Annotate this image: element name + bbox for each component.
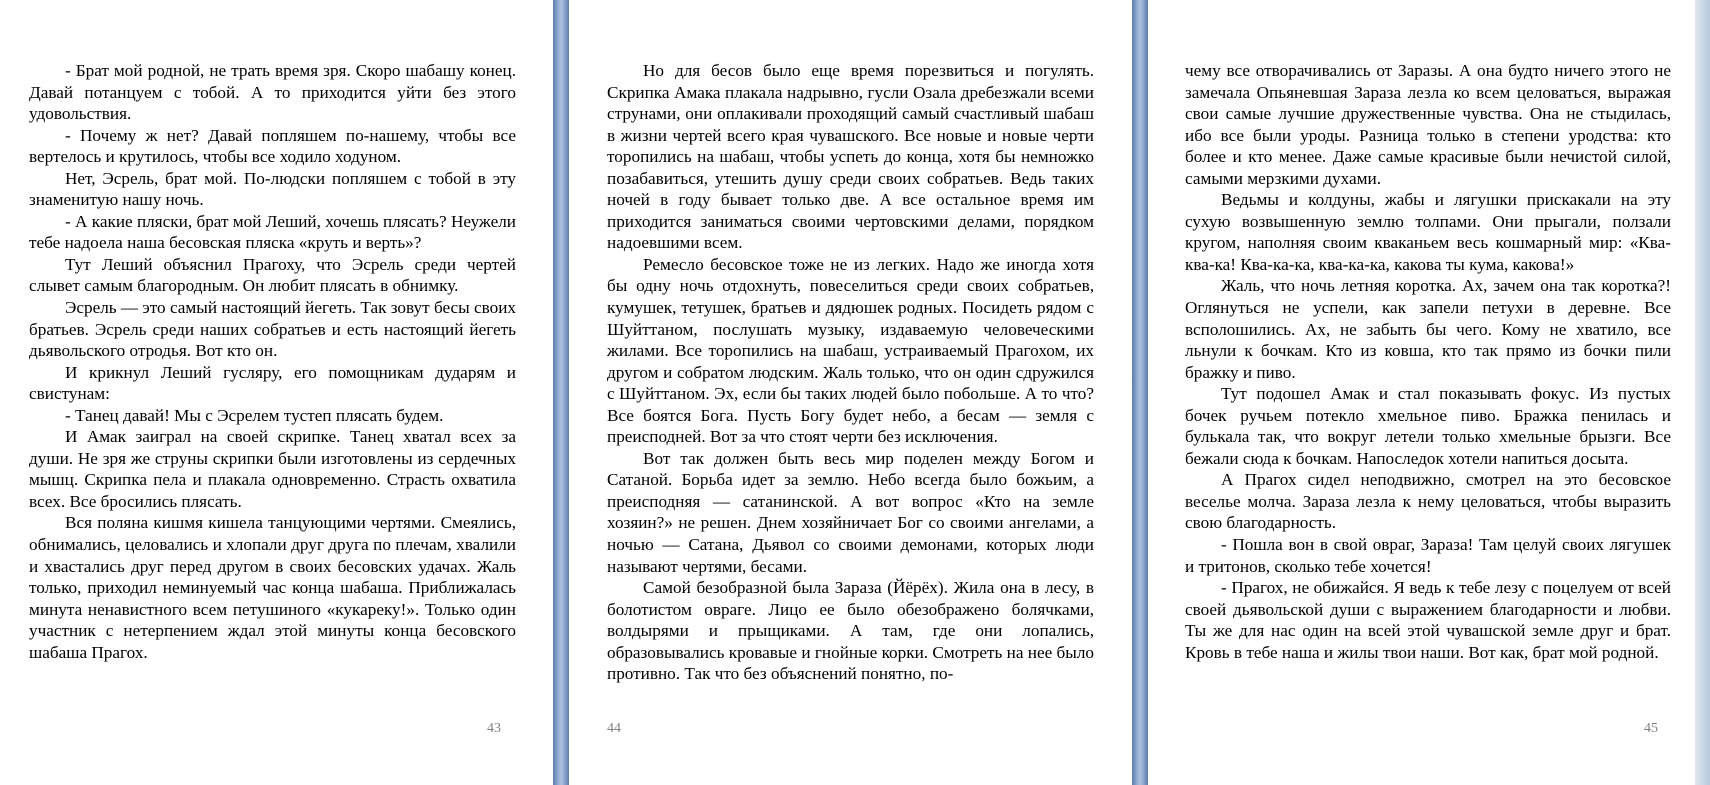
page-text (607, 60, 1094, 685)
paragraph: Ведьмы и колдуны, жабы и лягушки прискакали на эту сухую возвышенную землю толпами. Они прыгали, ползали кругом, наполняя своим кваканьем весь кошмарный мир: «Ква-ква-ка! Ква-ка-ка, ква-ка-ка, какова ты кума, какова!» (1185, 190, 1671, 274)
paragraph: Вот так должен быть весь мир поделен между Богом и Сатаной. Борьба идет за землю. Небо всегда было божьим, а преисподняя — сатанинской. А вот вопрос «Кто на земле хозяин?» не решен. Днем хозяйничает Бог со своими ангелами, а ночью — Сатана, Дьявол со своими демонами, которых люди называют чертями, бесами. (607, 448, 1094, 576)
page-gap (1132, 0, 1148, 785)
paragraph: Вся поляна кишмя кишела танцующими чертями. Смеялись, обнимались, целовались и хлопали друг друга по плечам, хвалили и хвастались друг перед другом в своих бесовских удачах. Жаль только, приходил неминуемый час конца шабаша. Приближалась минута ненавистного всем петушиного «кукареку!». Только один участник с нетерпением ждал этой минуты конца бесовского шабаша Прагох. (29, 513, 516, 662)
page-text (29, 60, 516, 663)
paragraph: - А какие пляски, брат мой Леший, хочешь плясать? Неужели тебе надоела наша бесовская пляска «круть и верть»? (29, 211, 516, 253)
page-45 (1148, 0, 1710, 785)
paragraph: - Прагох, не обижайся. Я ведь к тебе лезу с поцелуем от всей своей дьявольской души с выражением благодарности и любви. Ты же для нас один на всей этой чувашской земле друг и брат. Кровь в тебе наша и жилы твои наши. Вот как, брат мой родной. (1185, 578, 1671, 662)
paragraph: - Брат мой родной, не трать время зря. Скоро шабашу конец. Давай потанцуем с тобой. А то приходится уйти без этого удовольствия. (29, 61, 516, 124)
paragraph: - Танец давай! Мы с Эсрелем тустеп плясать будем. (65, 405, 444, 425)
page-number: 43 (487, 721, 501, 736)
page-number: 45 (1644, 721, 1658, 736)
paragraph: Самой безобразной была Зараза (Йёрёх). Жила она в лесу, в болотистом овраге. Лицо ее было обезображено болячками, волдырями и прыщиками. А там, где они лопались, образовывались кровавые и гнойные корки. Смотреть на нее было противно. Так что без объяснений понятно, по- (607, 578, 1095, 684)
paragraph: - Пошла вон в свой овраг, Зараза! Там целуй своих лягушек и тритонов, сколько тебе хочется! (1185, 535, 1671, 576)
page-number: 44 (607, 721, 621, 736)
paragraph: И крикнул Леший гусляру, его помощникам дударям и свистунам: (29, 362, 516, 404)
paragraph: Эсрель — это самый настоящий йегеть. Так зовут бесы своих братьев. Эсрель среди наших собратьев и есть настоящий йегеть дьявольского отродья. Вот кто он. (29, 298, 517, 361)
paragraph: Тут Леший объяснил Прагоху, что Эсрель среди чертей слывет самым благородным. Он любит плясать в обнимку. (29, 254, 516, 296)
page-gap (553, 0, 569, 785)
paragraph: Тут подошел Амак и стал показывать фокус. Из пустых бочек ручьем потекло хмельное пиво. Бражка пенилась и булькала так, что вокруг летели только хмельные брызги. Все бежали сюда к бочкам. Напоследок хотели напиться досыта. (1185, 384, 1671, 468)
paragraph: И Амак заиграл на своей скрипке. Танец хватал всех за души. Не зря же струны скрипки были изготовлены из сердечных мышц. Скрипка пела и плакала одновременно. Страсть охватила всех. Все бросились плясать. (29, 427, 516, 511)
paragraph: А Прагох сидел неподвижно, смотрел на это бесовское веселье молча. Зараза лезла к нему целоваться, чтобы выразить свою благодарность. (1185, 470, 1671, 533)
page-44 (569, 0, 1132, 785)
paragraph: чему все отворачивались от Заразы. А она будто ничего этого не замечала Опьяневшая Зараза лезла ко всем целоваться, выражая свои самые лучшие дружественные чувства. Она не стыдилась, ибо все были уроды. Разница только в степени уродства: кто более и кто менее. Даже самые красивые были нечистой силой, самыми мерзкими духами. (1185, 61, 1671, 188)
page-text (1185, 60, 1671, 663)
paragraph: Нет, Эсрель, брат мой. По-людски попляшем с тобой в эту знаменитую нашу ночь. (29, 168, 516, 210)
paragraph: Но для бесов было еще время порезвиться и погулять. Скрипка Амака плакала надрывно, гусли Озала дребезжали всеми струнами, они оплакивали проходящий самый счастливый шабаш в жизни чертей всего края чувашского. Все новые и новые черти торопились на шабаш, чтобы успеть до конца, хотя бы немножко позабавиться, утешить душу среди своих собратьев. Ведь таких ночей в году бывает только две. А все остальное время им приходится заниматься своими чертовскими делами, порядком надоевшими всем. (607, 61, 1094, 253)
paragraph: Жаль, что ночь летняя коротка. Ах, зачем она так коротка?! Оглянуться не успели, как запели петухи в деревне. Все всполошились. Ах, не забыть бы чего. Кому не хватило, все льнули к бочкам. Кто из ковша, кто так прямо из бочки пили бражку и пиво. (1185, 276, 1671, 382)
paragraph: - Почему ж нет? Давай попляшем по-нашему, чтобы все вертелось и крутилось, чтобы все ходило ходуном. (29, 125, 516, 167)
paragraph: Ремесло бесовское тоже не из легких. Надо же иногда хотя бы одну ночь отдохнуть, повеселиться среди своих собратьев, кумушек, тетушек, братьев и дядюшек родных. Посидеть рядом с Шуйттаном, послушать музыку, издаваемую человеческими жилами. Все торопились на шабаш, устраиваемый Прагохом, их другом и собратом людским. Жаль только, что он один сдружился с Шуйттаном. Эх, если бы таких людей было побольше. А то что? Все боятся Бога. Пусть Богу будет небо, а бесам — земля с преисподней. Вот за что стоят черти без исключения. (607, 254, 1094, 447)
page-edge-strip (1695, 0, 1710, 785)
page-43 (0, 0, 553, 785)
